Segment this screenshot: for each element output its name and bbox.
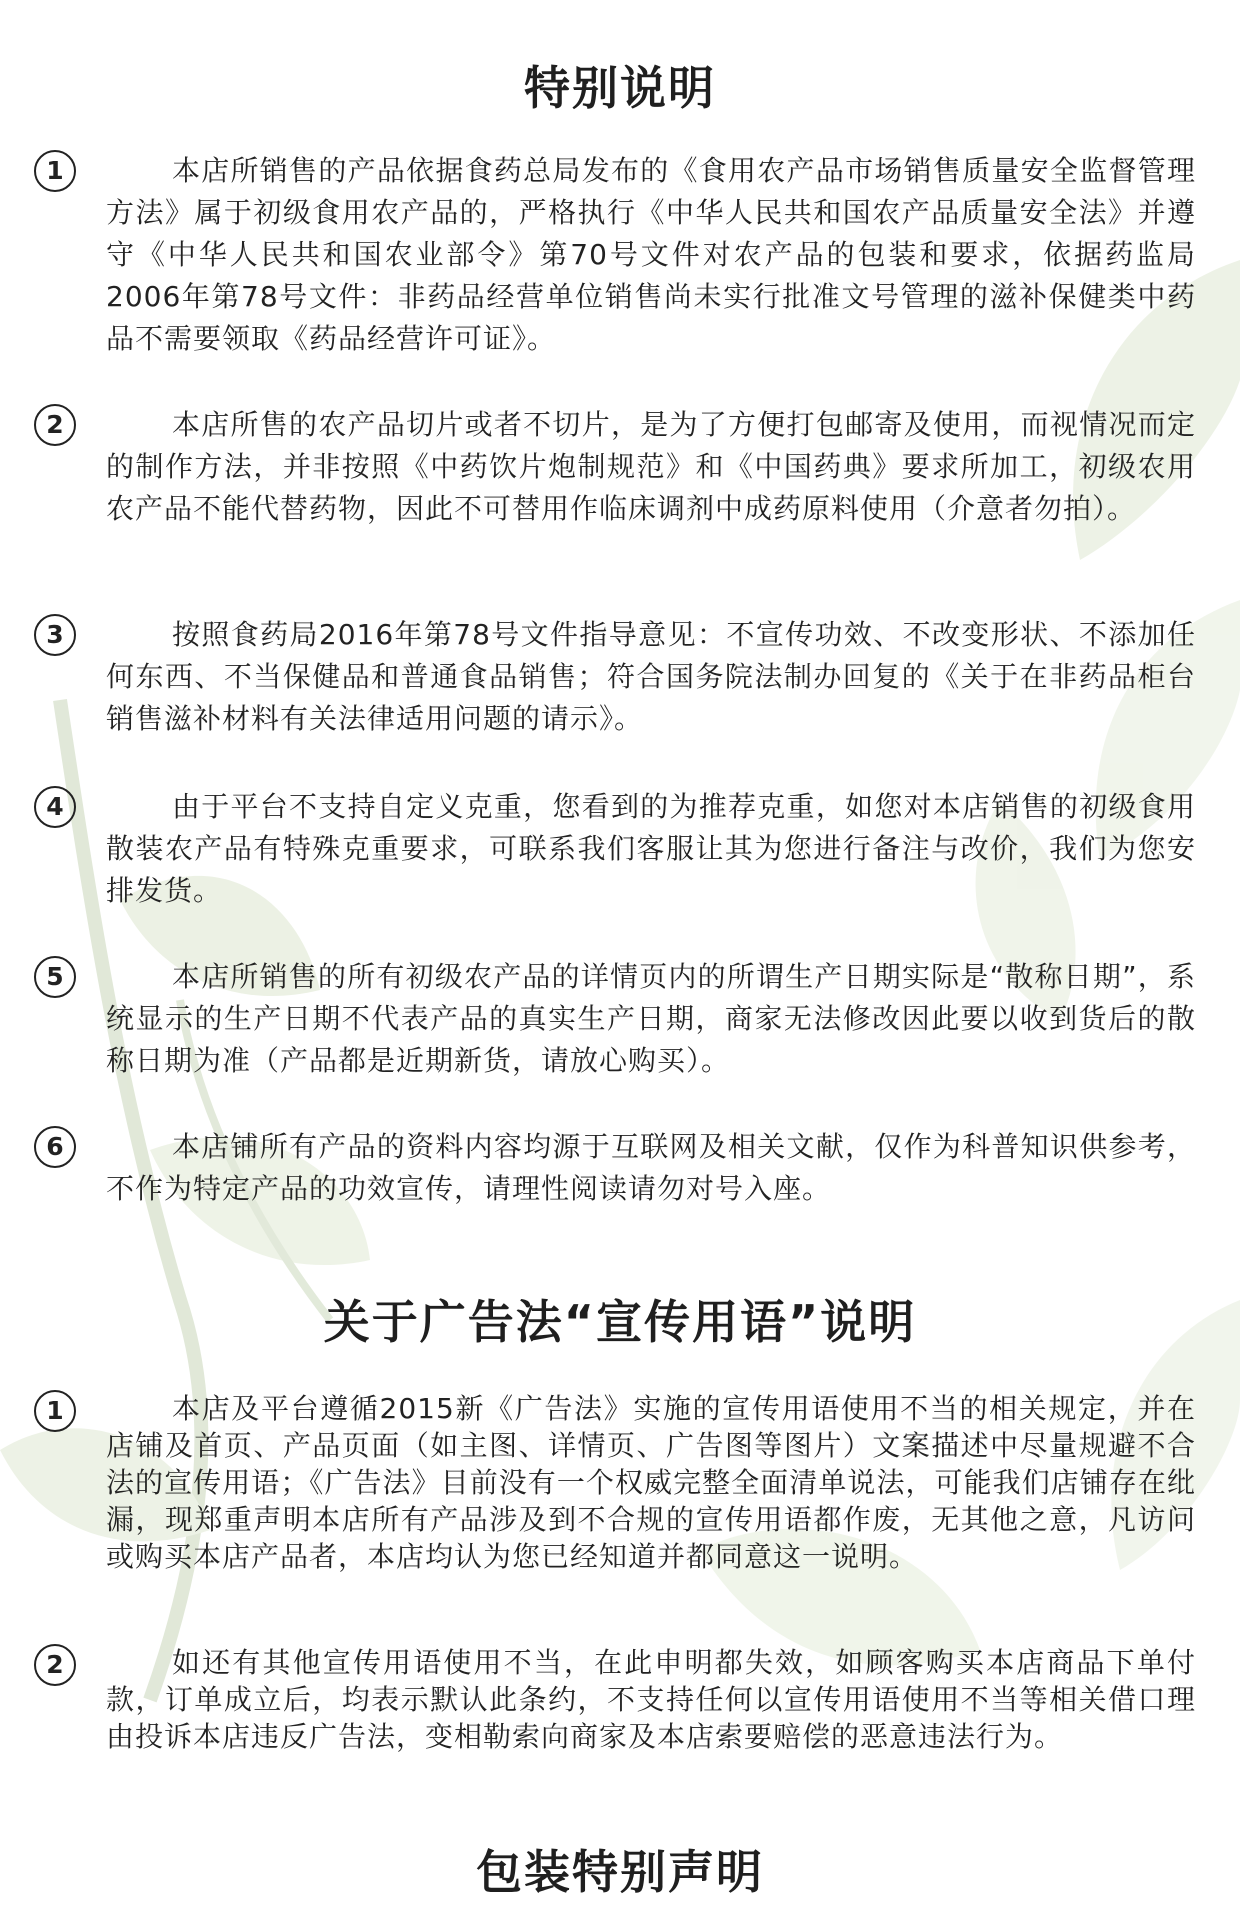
list-item [30,1644,1210,1755]
paragraph: 本店所销售的所有初级农产品的详情页内的所谓生产日期实际是“散称日期”，系统显示的生产日期不代表产品的真实生产日期，商家无法修改因此要以收到货后的散称日期为准（产品都是近期新货，请放心购买）。 [106,960,1196,1077]
list-item [30,956,1210,1082]
list-item [30,404,1210,530]
circled-number: 3 [34,614,76,656]
list-item [30,1126,1210,1210]
section-title-packaging: 包装特别声明 [476,1845,764,1899]
paragraph: 按照食药局2016年第78号文件指导意见：不宣传功效、不改变形状、不添加任何东西、不当保健品和普通食品销售；符合国务院法制办回复的《关于在非药品柜台销售滋补材料有关法律适用问题的请示》。 [106,618,1196,735]
paragraph: 本店及平台遵循2015新《广告法》实施的宣传用语使用不当的相关规定，并在店铺及首页、产品页面（如主图、详情页、广告图等图片）文案描述中尽量规避不合法的宣传用语；《广告法》目前没有一个权威完整全面清单说法，可能我们店铺存在纰漏，现郑重声明本店所有产品涉及到不合规的宣传用语都作废，无其他之意，凡访问或购买本店产品者，本店均认为您已经知道并都同意这一说明。 [106,1392,1196,1573]
list-item [30,1390,1210,1575]
circled-number: 2 [34,1644,76,1686]
circled-number: 4 [34,786,76,828]
list-item [30,150,1210,360]
section-title-special-notes: 特别说明 [524,61,716,115]
circled-number: 1 [34,150,76,192]
circled-number: 1 [34,1390,76,1432]
paragraph: 由于平台不支持自定义克重，您看到的为推荐克重，如您对本店销售的初级食用散装农产品有特殊克重要求，可联系我们客服让其为您进行备注与改价，我们为您安排发货。 [106,790,1196,907]
paragraph: 本店所售的农产品切片或者不切片，是为了方便打包邮寄及使用，而视情况而定的制作方法，并非按照《中药饮片炮制规范》和《中国药典》要求所加工，初级农用农产品不能代替药物，因此不可替用作临床调剂中成药原料使用（介意者勿拍）。 [106,408,1196,525]
section-title-ad-law: 关于广告法“宣传用语”说明 [323,1295,917,1349]
paragraph: 本店所销售的产品依据食药总局发布的《食用农产品市场销售质量安全监督管理方法》属于初级食用农产品的，严格执行《中华人民共和国农产品质量安全法》并遵守《中华人民共和国农业部令》第70号文件对农产品的包装和要求，依据药监局2006年第78号文件：非药品经营单位销售尚未实行批准文号管理的滋补保健类中药品不需要领取《药品经营许可证》。 [106,154,1196,355]
paragraph: 如还有其他宣传用语使用不当，在此申明都失效，如顾客购买本店商品下单付款，订单成立后，均表示默认此条约，不支持任何以宣传用语使用不当等相关借口理由投诉本店违反广告法，变相勒索向商家及本店索要赔偿的恶意违法行为。 [106,1646,1196,1753]
paragraph: 本店铺所有产品的资料内容均源于互联网及相关文献，仅作为科普知识供参考，不作为特定产品的功效宣传，请理性阅读请勿对号入座。 [106,1130,1196,1205]
list-item [30,786,1210,912]
circled-number: 6 [34,1126,76,1168]
list-item [30,614,1210,740]
circled-number: 2 [34,404,76,446]
circled-number: 5 [34,956,76,998]
